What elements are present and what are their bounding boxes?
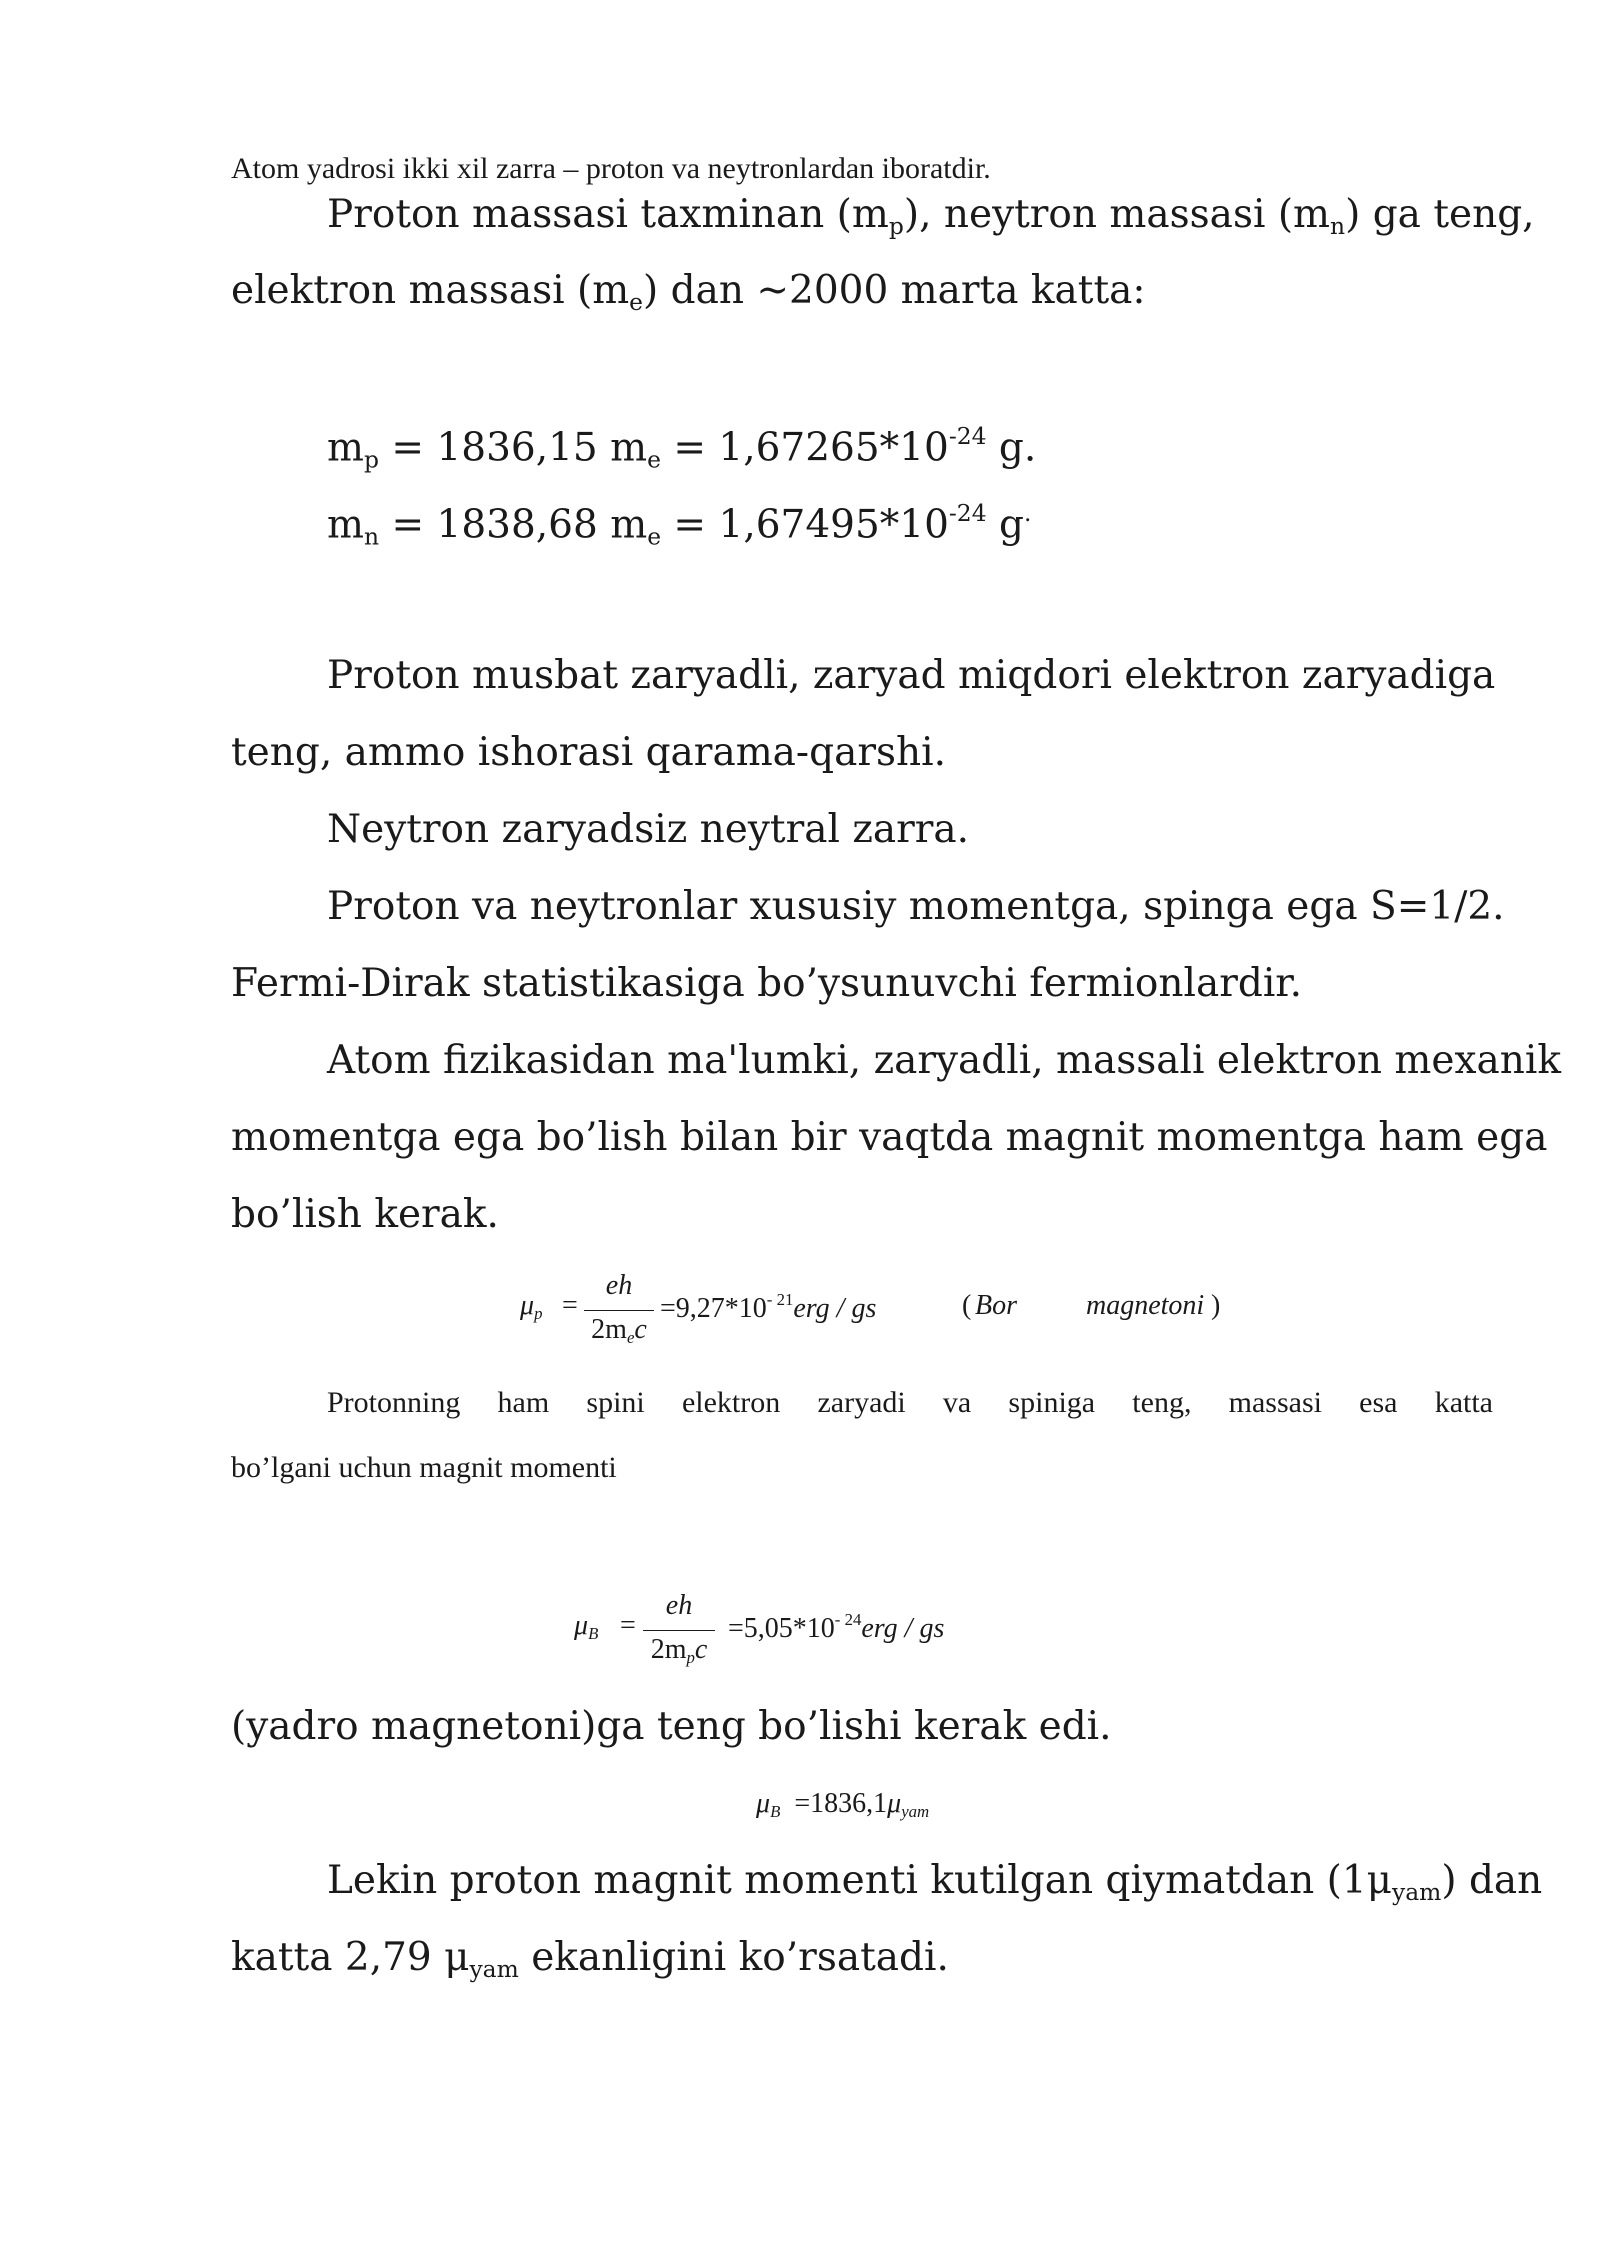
subscript: p <box>888 212 904 241</box>
proton-mass-formula <box>327 422 1589 473</box>
equation-value <box>660 1290 876 1325</box>
paragraph-atom-line-2 <box>231 1115 1548 1160</box>
text-run: g. <box>986 425 1037 471</box>
text-run: erg / gs <box>861 1612 945 1644</box>
paragraph-neutron <box>231 807 1493 852</box>
subscript: e <box>647 522 662 551</box>
paragraph-charge-line-2 <box>231 730 1493 775</box>
text-run: teng, ammo ishorasi qarama-qarshi. <box>231 730 946 775</box>
text-run: (yadro magnetoni)ga teng bo’lishi kerak edi. <box>231 1704 1112 1749</box>
text-run: Fermi-Dirak statistikasiga bo’ysunuvchi fermionlardir. <box>231 961 1303 1006</box>
paragraph-proton-moment-line-2 <box>231 1935 1493 1983</box>
text-run: ) dan ~2000 marta katta: <box>643 268 1146 313</box>
mu-symbol <box>574 1610 598 1644</box>
text-run: μ <box>520 1290 535 1321</box>
subscript: yam <box>469 1955 519 1984</box>
equation-value <box>728 1610 944 1645</box>
fraction-numerator: eh <box>605 1270 633 1301</box>
text-run: ) ga teng, <box>1345 192 1535 237</box>
paragraph-atom-line-3 <box>231 1192 1493 1237</box>
fraction-denominator <box>584 1314 654 1348</box>
text-run: μ <box>756 1788 771 1819</box>
text-run: μ <box>574 1610 589 1641</box>
text-run: =9,27*10 <box>660 1292 767 1324</box>
text-run: momentga ega bo’lish bilan bir vaqtda magnit momentga ham ega <box>231 1115 1548 1160</box>
fraction-bar <box>584 1310 654 1311</box>
text-run: bo’lish kerak. <box>231 1192 499 1237</box>
text-run: m <box>327 502 364 548</box>
fraction-bar <box>643 1630 715 1631</box>
text-run: Lekin proton magnit momenti kutilgan qiymatdan (1μ <box>327 1858 1392 1903</box>
paragraph-nuclear-magneton <box>231 1704 1493 1749</box>
text-run: = 1,67495*10 <box>661 502 949 548</box>
text-run: katta 2,79 μ <box>231 1935 470 1980</box>
subscript: e <box>647 445 661 474</box>
text-run: Protonning ham spini elektron zaryadi va spiniga teng, massasi esa katta <box>327 1386 1493 1419</box>
text-run: elektron massasi (m <box>231 268 630 313</box>
intro-line <box>231 152 1493 186</box>
equals-sign: = <box>620 1610 636 1641</box>
paragraph-atom-line-1 <box>231 1038 1561 1083</box>
paragraph-proton-moment-line-1 <box>231 1858 1543 1907</box>
text-run: Proton va neytronlar xususiy momentga, spinga ega S=1/2. <box>327 884 1505 929</box>
text-run: c <box>694 1634 708 1665</box>
intro-text: Atom yadrosi ikki xil zarra – proton va neytronlardan iboratdir. <box>231 152 991 185</box>
superscript: . <box>1023 499 1032 527</box>
subscript: yam <box>1391 1878 1442 1907</box>
subscript: e <box>626 1328 635 1348</box>
paragraph-proton-spin-line-1 <box>231 1386 1493 1420</box>
superscript: -24 <box>948 499 987 527</box>
fraction-numerator: eh <box>665 1590 693 1621</box>
subscript: p <box>363 445 379 474</box>
note-paren-open: ( <box>962 1290 972 1321</box>
subscript: n <box>1330 212 1346 241</box>
note-word-bor: Bor <box>975 1290 1017 1321</box>
neutron-mass-formula <box>327 499 1589 550</box>
text-run: ekanligini ko’rsatadi. <box>518 1935 949 1980</box>
note-paren-close: ) <box>1211 1290 1221 1321</box>
text-run: Atom fizikasidan ma'lumki, zaryadli, massali elektron mexanik <box>327 1038 1561 1083</box>
text-run: ), neytron massasi (m <box>903 192 1331 237</box>
text-run: erg / gs <box>793 1292 877 1324</box>
text-run: =5,05*10 <box>728 1612 835 1644</box>
subscript: n <box>363 522 380 551</box>
paragraph-spin-line-2 <box>231 961 1493 1006</box>
note-word-magnetoni: magnetoni <box>1086 1290 1205 1321</box>
paragraph-mass-line-1 <box>231 192 1535 241</box>
text-run: m <box>327 425 364 471</box>
paragraph-mass-line-2 <box>231 268 1493 316</box>
text-run: = 1836,15 m <box>378 425 648 471</box>
subscript: p <box>534 1304 543 1324</box>
paragraph-spin-line-1 <box>231 884 1505 929</box>
subscript: B <box>588 1624 599 1644</box>
paragraph-charge-line-1 <box>231 653 1496 698</box>
subscript: e <box>629 288 644 317</box>
superscript: - 21 <box>766 1290 794 1309</box>
fraction-denominator <box>643 1634 715 1668</box>
text-run: 2m <box>650 1634 687 1665</box>
text-run: μ <box>887 1788 902 1819</box>
text-run: c <box>634 1314 647 1345</box>
magneton-ratio-equation <box>756 1788 929 1822</box>
text-run: = 1838,68 m <box>379 502 648 548</box>
text-run: bo’lgani uchun magnit momenti <box>231 1451 617 1484</box>
mu-symbol <box>520 1290 542 1324</box>
subscript: p <box>686 1648 695 1668</box>
text-run: g <box>986 502 1024 548</box>
text-run: Proton musbat zaryadli, zaryad miqdori elektron zaryadiga <box>327 653 1496 698</box>
text-run: Neytron zaryadsiz neytral zarra. <box>327 807 970 852</box>
text-run: ) dan <box>1441 1858 1543 1903</box>
subscript: yam <box>901 1802 930 1822</box>
text-run: =1836,1 <box>794 1788 888 1819</box>
paragraph-proton-spin-line-2 <box>231 1451 1493 1485</box>
superscript: -24 <box>948 422 987 450</box>
subscript: B <box>770 1802 781 1822</box>
superscript: - 24 <box>834 1610 862 1629</box>
text-run: 2m <box>591 1314 627 1345</box>
equals-sign: = <box>562 1290 578 1321</box>
text-run: = 1,67265*10 <box>660 425 949 471</box>
text-run: Proton massasi taxminan (m <box>327 192 889 237</box>
